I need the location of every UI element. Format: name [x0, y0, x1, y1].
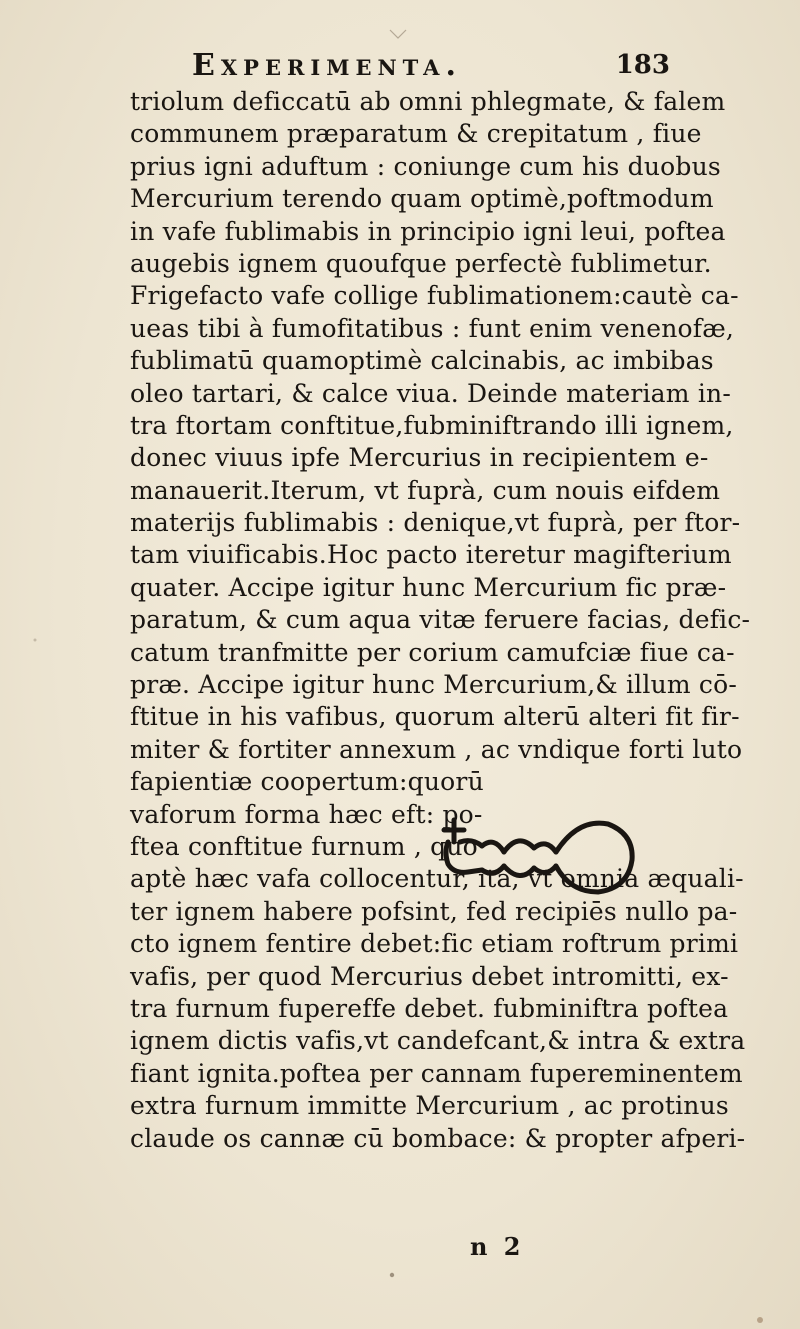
- text-line: præ. Accipe igitur hunc Mercurium,& illum cō-: [130, 670, 738, 700]
- text-line: manauerit.Iterum, vt fuprà, cum nouis eifdem: [130, 475, 721, 505]
- text-line: tra ftortam conftitue,fubminiftrando illi ignem,: [130, 410, 734, 440]
- text-line: augebis ignem quoufque perfectè fublimetur.: [130, 248, 712, 278]
- text-line: fublimatū quamoptimè calcinabis, ac imbibas: [130, 346, 714, 376]
- text-line: prius igni aduftum : coniunge cum his duobus: [130, 151, 721, 181]
- page-header: [150, 48, 670, 88]
- text-line: vaforum forma hæc eft: po-: [130, 799, 483, 829]
- text-line: quater. Accipe igitur hunc Mercurium fic præ-: [130, 572, 727, 602]
- text-line: materijs fublimabis : denique,vt fuprà, per ftor-: [130, 508, 741, 538]
- text-line: catum tranfmitte per corium camufciæ fiue ca-: [130, 637, 735, 667]
- text-line: extra furnum immitte Mercurium , ac protinus: [130, 1091, 729, 1121]
- page-number: 183: [615, 50, 670, 80]
- text-line: communem præparatum & crepitatum , fiue: [130, 119, 702, 149]
- text-line: claude os cannæ cū bombace: & propter afperi-: [130, 1123, 746, 1153]
- text-line: ftea conftitue furnum , quo: [130, 831, 478, 861]
- body-text: [130, 86, 751, 1155]
- text-line: vafis, per quod Mercurius debet intromitti, ex-: [130, 961, 729, 991]
- signature-mark: n 2: [470, 1232, 525, 1261]
- text-line: triolum deficcatū ab omni phlegmate, & falem: [130, 87, 726, 116]
- text-line: ter ignem habere pofsint, fed recipiēs nullo pa-: [130, 896, 738, 926]
- text-line: cto ignem fentire debet:fic etiam roftrum primi: [130, 929, 739, 959]
- text-line: tra furnum fupereffe debet. fubminiftra poftea: [130, 993, 729, 1023]
- running-head: Experimenta.: [192, 48, 462, 83]
- text-line: Frigefacto vafe collige fublimationem:cautè ca-: [130, 281, 739, 311]
- text-line: fiant ignita.poftea per cannam fupereminentem: [130, 1058, 743, 1088]
- linked-vessels-diagram-icon: [438, 812, 638, 898]
- text-line: ueas tibi à fumofitatibus : funt enim venenofæ,: [130, 313, 735, 343]
- text-line: miter & fortiter annexum , ac vndique forti luto: [130, 734, 743, 764]
- text-line: in vafe fublimabis in principio igni leui, poftea: [130, 216, 726, 246]
- text-line: tam viuificabis.Hoc pacto iteretur magifterium: [130, 540, 732, 570]
- text-line: oleo tartari, & calce viua. Deinde materiam in-: [130, 378, 731, 408]
- text-line: Mercurium terendo quam optimè,poftmodum: [130, 184, 714, 214]
- text-line: ftitue in his vafibus, quorum alterū alteri fit fir-: [130, 702, 740, 732]
- text-line: ignem dictis vafis,vt candefcant,& intra & extra: [130, 1026, 746, 1056]
- text-line: aptè hæc vafa collocentur, ita, vt omnia æquali-: [130, 864, 744, 894]
- text-line: fapientiæ coopertum:quorū: [130, 767, 484, 797]
- text-line: donec viuus ipfe Mercurius in recipientem e-: [130, 443, 709, 473]
- text-line: paratum, & cum aqua vitæ feruere facias, defic-: [130, 605, 751, 635]
